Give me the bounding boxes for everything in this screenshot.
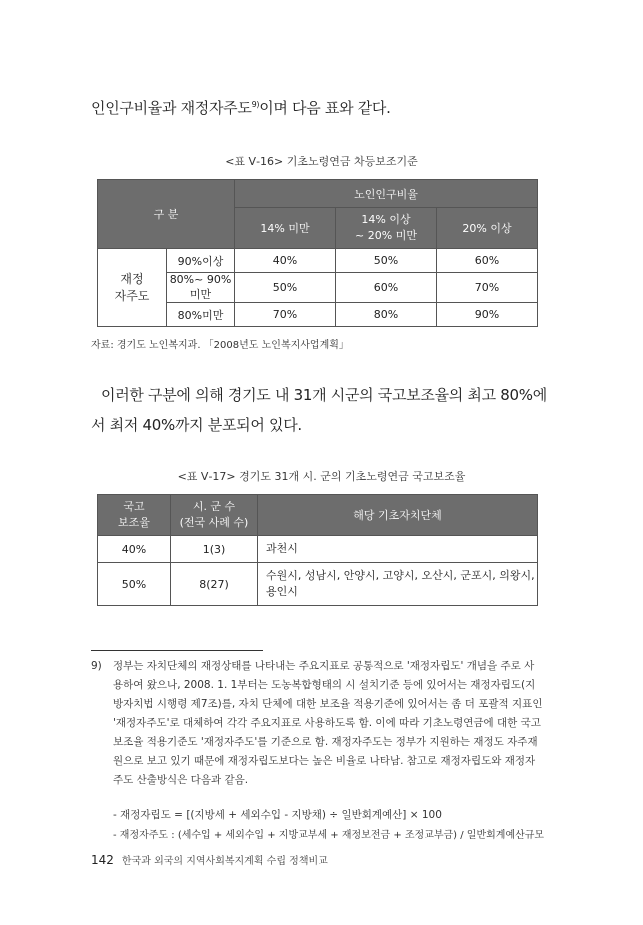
table2-col-header: 시. 군 수 (전국 사례 수) — [171, 495, 258, 536]
table2-count: 1(3) — [171, 536, 258, 563]
table2-count: 8(27) — [171, 563, 258, 606]
table1-cell: 40% — [235, 249, 336, 273]
footnote-mark: 9) — [251, 100, 260, 109]
footnote-text: 정부는 자치단체의 재정상태를 나타내는 주요지표로 공통적으로 '재정자립도' 개념을 주로 사용하여 왔으나, 2008. 1. 1부터는 도농복합형태의 시 설치기준 등에 있어서는 재정자립도(지방자치법 시행령 제7조)를, 자치 단체에 대한 보조율 적용기준에 있어서는 좀 더 포괄적 지표인 '재정자주도'로 대체하여 각각 주요지표로 사용하도록 함. 이에 따라 기초노령연금에 대한 국고보조율 적용기준도 '재정자주도'를 기준으로 함. 재정자주도는 정부가 지원하는 재정도 자주재원으로 보고 있기 때문에 재정자립도보다는 높은 비율로 나타남. 참고로 재정자립도와 재정자주도 산출방식은 다음과 같음. — [113, 660, 543, 786]
table1-cell: 60% — [336, 273, 437, 303]
table1-cell: 80% — [336, 303, 437, 327]
table1-row-group: 재정 자주도 — [98, 249, 167, 327]
running-title: 한국과 외국의 지역사회복지계획 수립 정책비교 — [121, 856, 328, 867]
table1-source: 자료: 경기도 노인복지과. 「2008년도 노인복지사업계획」 — [91, 340, 349, 351]
table2 — [97, 494, 538, 606]
footnote-formula-1: - 재정자립도 = [(지방세 + 세외수입 - 지방채) ÷ 일반회계예산] × 100 — [113, 809, 442, 821]
intro-text: 인인구비율과 재정자주도$^{9)}$이며 다음 표와 같다. — [91, 99, 391, 117]
table1-caption: <표 Ⅴ-16> 기초노령연금 차등보조기준 — [225, 155, 418, 168]
table1-cell: 70% — [437, 273, 538, 303]
table1-row-label: 80%미만 — [167, 303, 235, 327]
table1-header-label: 구 분 — [98, 180, 235, 249]
table1 — [97, 179, 538, 327]
footnote-formula-2: - 재정자주도 : (세수입 + 세외수입 + 지방교부세 + 재정보전금 + 조정교부금) / 일반회계예산규모 — [113, 830, 545, 841]
table1-cell: 70% — [235, 303, 336, 327]
table1-row-label: 80%~ 90%미만 — [167, 273, 235, 303]
footnote-number: 9) — [91, 660, 102, 672]
page-number: 142 — [91, 853, 114, 867]
table1-cell: 90% — [437, 303, 538, 327]
table1-cell: 50% — [235, 273, 336, 303]
table1-col-header: 14% 미만 — [235, 208, 336, 249]
table1-col-header: 20% 이상 — [437, 208, 538, 249]
table1-group-label: 노인인구비율 — [235, 180, 538, 208]
body-paragraph: 이러한 구분에 의해 경기도 내 31개 시군의 국고보조율의 최고 80%에서 최저 40%까지 분포되어 있다. — [91, 386, 547, 434]
table2-areas: 수원시, 성남시, 안양시, 고양시, 오산시, 군포시, 의왕시, 용인시 — [258, 563, 538, 606]
table2-areas: 과천시 — [258, 536, 538, 563]
table2-col-header: 국고 보조율 — [98, 495, 171, 536]
table1-col-header: 14% 이상 ~ 20% 미만 — [336, 208, 437, 249]
footnote-divider — [91, 650, 263, 651]
table1-row-label: 90%이상 — [167, 249, 235, 273]
table1-cell: 50% — [336, 249, 437, 273]
table2-col-header: 해당 기초자치단체 — [258, 495, 538, 536]
table2-rate: 40% — [98, 536, 171, 563]
table1-cell: 60% — [437, 249, 538, 273]
table2-caption: <표 Ⅴ-17> 경기도 31개 시. 군의 기초노령연금 국고보조율 — [177, 470, 466, 483]
page-footer — [91, 852, 328, 867]
table2-rate: 50% — [98, 563, 171, 606]
footnote — [91, 657, 543, 790]
